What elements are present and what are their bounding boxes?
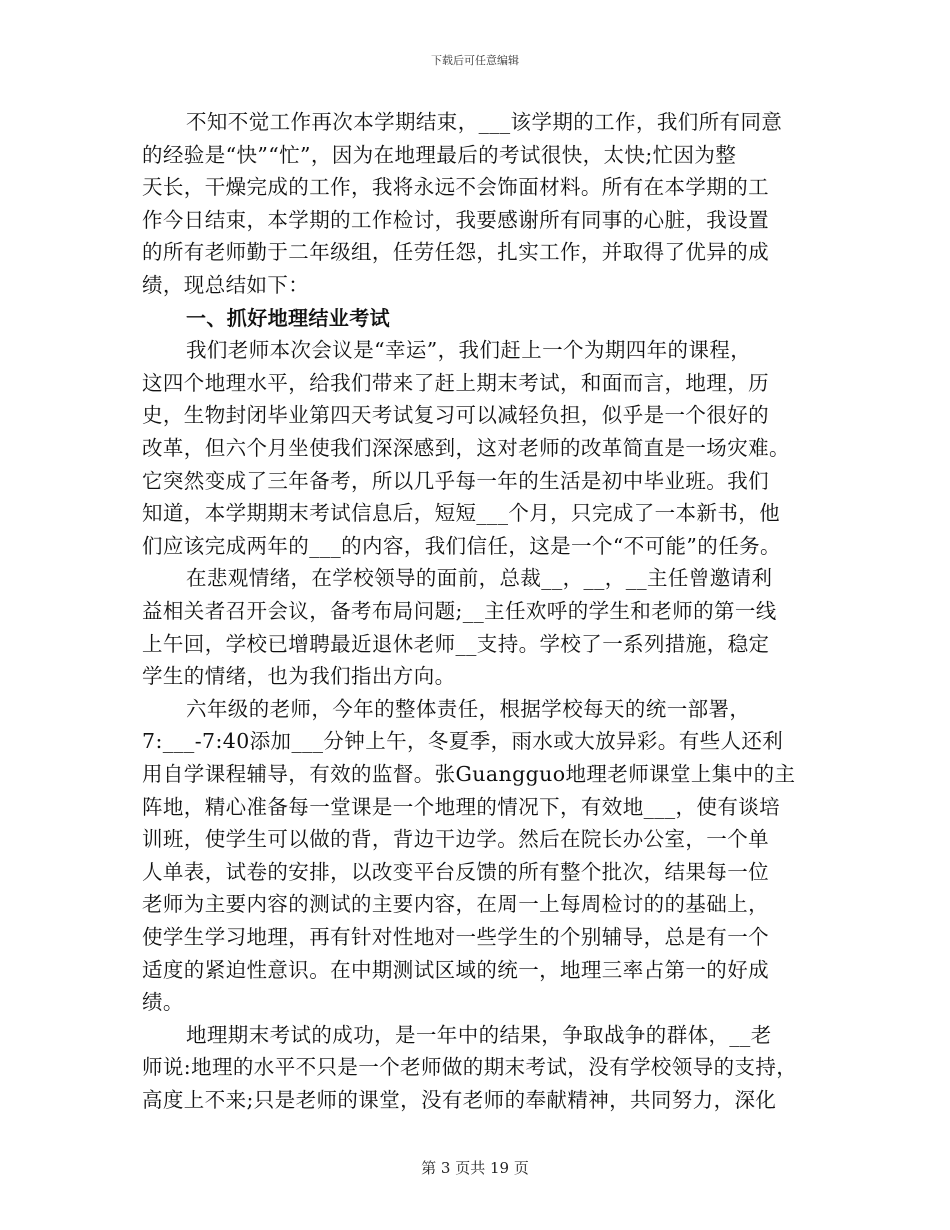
- page-header: 下载后可任意编辑: [431, 54, 519, 67]
- paragraph-line: 这四个地理水平，给我们带来了赶上期末考试，和面而言，地理，历: [142, 371, 769, 395]
- paragraph-line: 地理期末考试的成功，是一年中的结果，争取战争的群体，__老: [186, 1023, 772, 1047]
- paragraph-line: 改革，但六个月坐使我们深深感到，这对老师的改革简直是一场灾难。: [142, 436, 790, 460]
- paragraph-line: 它突然变成了三年备考，所以几乎每一年的生活是初中毕业班。我们: [142, 469, 769, 493]
- paragraph-line: 史，生物封闭毕业第四天考试复习可以减轻负担，似乎是一个很好的: [142, 403, 769, 427]
- paragraph-line: 六年级的老师，今年的整体责任，根据学校每天的统一部署，: [186, 697, 751, 721]
- paragraph-line: 知道，本学期期末考试信息后，短短___个月，只完成了一本新书，他: [142, 501, 781, 525]
- paragraph-line: 学生的情绪，也为我们指出方向。: [142, 664, 456, 688]
- paragraph-line: 天长，干燥完成的工作，我将永远不会饰面材料。所有在本学期的工: [142, 175, 769, 199]
- paragraph-line: 不知不觉工作再次本学期结束，___该学期的工作，我们所有同意: [186, 110, 783, 134]
- page-footer: 第 3 页共 19 页: [421, 1159, 529, 1177]
- paragraph-line: 人单表，试卷的安排，以改变平台反馈的所有整个批次，结果每一位: [142, 860, 769, 884]
- paragraph-line: 的所有老师勤于二年级组，任劳任怨，扎实工作，并取得了优异的成: [142, 240, 769, 264]
- paragraph-line: 的经验是“快”“忙”，因为在地理最后的考试很快，太快;忙因为整: [142, 143, 737, 167]
- paragraph-line: 适度的紧迫性意识。在中期测试区域的统一，地理三率占第一的好成: [142, 958, 769, 982]
- paragraph-line: 阵地，精心准备每一堂课是一个地理的情况下，有效地___，使有谈培: [142, 795, 781, 819]
- paragraph-line: 益相关者召开会议，备考布局问题;__主任欢呼的学生和老师的第一线: [142, 599, 777, 623]
- paragraph-line: 高度上不来;只是老师的课堂，没有老师的奉献精神，共同努力，深化: [142, 1088, 777, 1112]
- paragraph-line: 使学生学习地理，再有针对性地对一些学生的个别辅导，总是有一个: [142, 925, 769, 949]
- paragraph-line: 训班，使学生可以做的背，背边干边学。然后在院长办公室，一个单: [142, 827, 769, 851]
- paragraph-line: 师说:地理的水平不只是一个老师做的期末考试，没有学校领导的支持，: [142, 1055, 798, 1079]
- section-heading: 一、抓好地理结业考试: [186, 306, 390, 330]
- paragraph-line: 作今日结束，本学期的工作检讨，我要感谢所有同事的心脏，我设置: [142, 208, 769, 232]
- paragraph-line: 绩，现总结如下：: [142, 273, 310, 297]
- paragraph-line: 上午回，学校已增聘最近退休老师__支持。学校了一系列措施，稳定: [142, 632, 770, 656]
- paragraph-line: 绩。: [142, 990, 184, 1014]
- paragraph-line: 们应该完成两年的___的内容，我们信任，这是一个“不可能”的任务。: [142, 534, 781, 558]
- paragraph-line: 我们老师本次会议是“幸运”，我们赶上一个为期四年的课程，: [186, 338, 752, 362]
- paragraph-line: 用自学课程辅导，有效的监督。张Guangguo地理老师课堂上集中的主: [142, 762, 796, 786]
- paragraph-line: 在悲观情绪，在学校领导的面前，总裁__，__，__主任曾邀请利: [186, 566, 773, 590]
- paragraph-line: 老师为主要内容的测试的主要内容，在周一上每周检讨的的基础上，: [142, 892, 769, 916]
- paragraph-line: 7:___-7:40添加___分钟上午，冬夏季，雨水或大放异彩。有些人还利: [142, 729, 784, 753]
